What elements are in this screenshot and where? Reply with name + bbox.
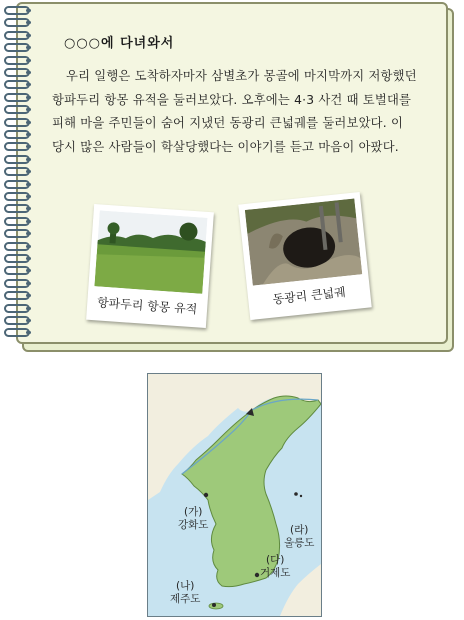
spiral-coil (4, 229, 30, 238)
label-geoje (260, 554, 290, 580)
spiral-coil (4, 266, 30, 275)
spiral-coil (4, 328, 30, 337)
spiral-coil (4, 279, 30, 288)
spiral-coil (4, 192, 30, 201)
label-ulleung-mark: (라) (290, 524, 309, 536)
spiral-coil (4, 217, 30, 226)
spiral-coil (4, 142, 30, 151)
spiral-coil (4, 130, 30, 139)
diary-paragraph: 우리 일행은 도착하자마자 삼별초가 몽골에 마지막까지 저항했던 항파두리 항몽 유적을 둘러보았다. 오후에는 4·3 사건 때 토벌대를 피해 마을 주민들이 숨어 지냈던 동광리 큰넓궤를 둘러보았다. 이 당시 많은 사람들이 학살당했다는 이야기를 듣고 마음이 아팠다. (52, 69, 417, 154)
spiral-coil (4, 80, 30, 89)
photo-donggwangri (238, 192, 371, 320)
spiral-coil (4, 291, 30, 300)
spiral-coil (4, 93, 30, 102)
label-ulleung-name: 울릉도 (284, 537, 315, 549)
photo-caption-hangpaduri: 항파두리 항몽 유적 (96, 295, 198, 317)
label-ganghwa-mark: (가) (184, 506, 203, 518)
label-ulleung (284, 524, 314, 550)
spiral-coil (4, 167, 30, 176)
spiral-coil (4, 118, 30, 127)
spiral-binding (0, 6, 30, 342)
spiral-coil (4, 18, 30, 27)
spiral-coil (4, 155, 30, 164)
label-ganghwa (178, 506, 208, 532)
spiral-coil (4, 43, 30, 52)
label-ganghwa-name: 강화도 (178, 519, 209, 531)
diary-title: ○○○에 다녀와서 (64, 36, 175, 51)
spiral-coil (4, 316, 30, 325)
spiral-coil (4, 242, 30, 251)
label-jeju (170, 580, 200, 606)
spiral-coil (4, 204, 30, 213)
photo-hangpaduri (86, 204, 214, 328)
spiral-coil (4, 6, 30, 15)
label-jeju-mark: (나) (176, 580, 195, 592)
field-image (94, 210, 207, 293)
photo-caption-donggwangri: 동광리 큰넓궤 (271, 284, 347, 307)
notebook-page (16, 2, 448, 344)
label-geoje-mark: (다) (266, 554, 285, 566)
korea-map (147, 373, 322, 617)
spiral-coil (4, 31, 30, 40)
label-geoje-name: 거제도 (260, 567, 291, 579)
cave-image (245, 199, 362, 286)
label-jeju-name: 제주도 (170, 593, 201, 605)
spiral-coil (4, 68, 30, 77)
spiral-coil (4, 105, 30, 114)
spiral-coil (4, 56, 30, 65)
spiral-coil (4, 304, 30, 313)
spiral-coil (4, 180, 30, 189)
spiral-coil (4, 254, 30, 263)
